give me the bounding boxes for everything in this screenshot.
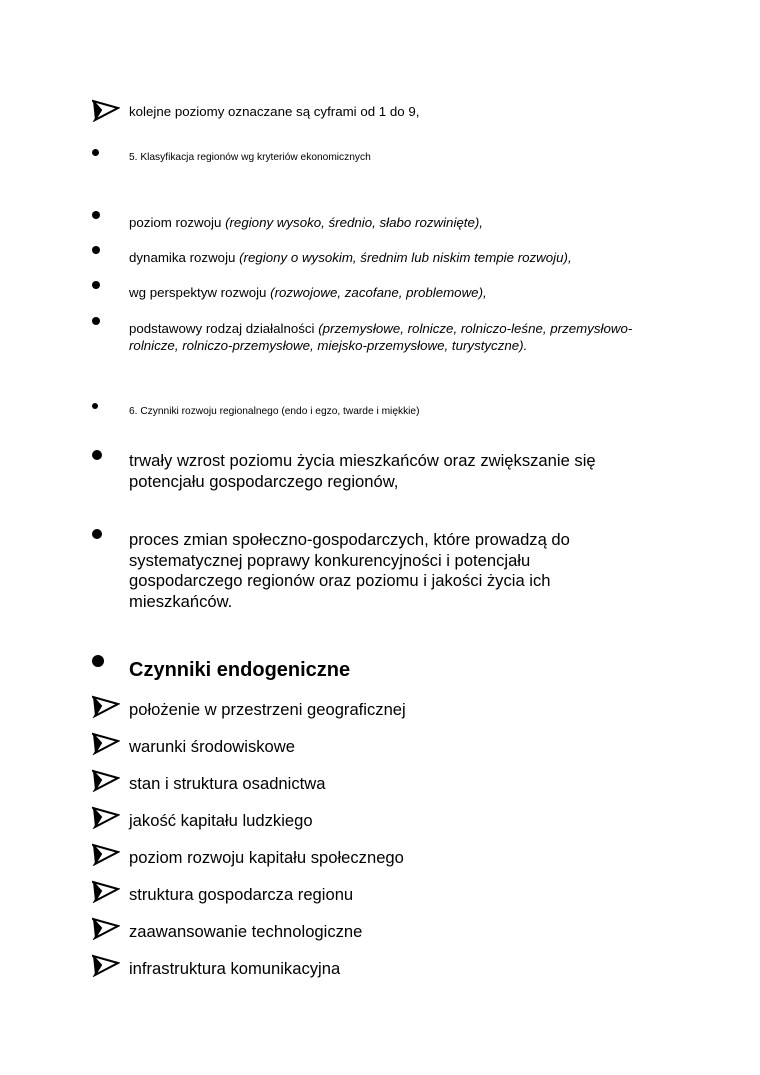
- arrow-bullet-icon: [92, 805, 120, 829]
- list-item-text: jakość kapitału ludzkiego: [129, 811, 313, 830]
- arrow-bullet-icon: [92, 842, 120, 866]
- section-heading: 6. Czynniki rozwoju regionalnego (endo i egzo, twarde i miękkie): [129, 406, 420, 417]
- list-item-text: proces zmian społeczno-gospodarczych, które prowadzą do systematycznej poprawy konkurencyjności i potencjału gospodarczego regionów oraz poziomu i jakości życia ich mieszkańców.: [129, 530, 570, 611]
- bullet-icon: [92, 403, 98, 409]
- list-item-text: poziom rozwoju kapitału społecznego: [129, 848, 404, 867]
- arrow-bullet-icon: [92, 953, 120, 977]
- list-item-text: stan i struktura osadnictwa: [129, 774, 326, 793]
- arrow-bullet-icon: [92, 879, 120, 903]
- list-item-text: wg perspektyw rozwoju (rozwojowe, zacofane, problemowe),: [129, 285, 487, 300]
- list-item-text: podstawowy rodzaj działalności (przemysłowe, rolnicze, rolniczo-leśne, przemysłowo-rolnicze, rolniczo-przemysłowe, miejsko-przemysłowe, turystyczne).: [129, 321, 633, 353]
- bullet-icon: [92, 529, 102, 539]
- list-item-text: zaawansowanie technologiczne: [129, 922, 363, 941]
- section-heading: 5. Klasyfikacja regionów wg kryteriów ekonomicznych: [129, 152, 371, 163]
- list-item-text: trwały wzrost poziomu życia mieszkańców oraz zwiększanie się potencjału gospodarczego regionów,: [129, 451, 596, 491]
- list-item-text: kolejne poziomy oznaczane są cyframi od 1 do 9,: [129, 104, 420, 119]
- list-item-text: struktura gospodarcza regionu: [129, 885, 354, 904]
- arrow-bullet-icon: [92, 916, 120, 940]
- arrow-bullet-icon: [92, 768, 120, 792]
- bullet-icon: [92, 149, 99, 156]
- arrow-bullet-icon: [92, 98, 120, 122]
- arrow-bullet-icon: [92, 694, 120, 718]
- bullet-icon: [92, 246, 100, 254]
- list-item-text: infrastruktura komunikacyjna: [129, 959, 341, 978]
- list-item-text: dynamika rozwoju (regiony o wysokim, średnim lub niskim tempie rozwoju),: [129, 250, 572, 265]
- list-item-text: warunki środowiskowe: [129, 737, 296, 756]
- list-item-text: położenie w przestrzeni geograficznej: [129, 700, 406, 719]
- bullet-icon: [92, 281, 100, 289]
- arrow-bullet-icon: [92, 731, 120, 755]
- bullet-icon: [92, 655, 104, 667]
- list-item-text: poziom rozwoju (regiony wysoko, średnio, słabo rozwinięte),: [129, 215, 484, 230]
- bullet-icon: [92, 211, 100, 219]
- section-heading: Czynniki endogeniczne: [129, 659, 351, 681]
- bullet-icon: [92, 450, 102, 460]
- bullet-icon: [92, 317, 100, 325]
